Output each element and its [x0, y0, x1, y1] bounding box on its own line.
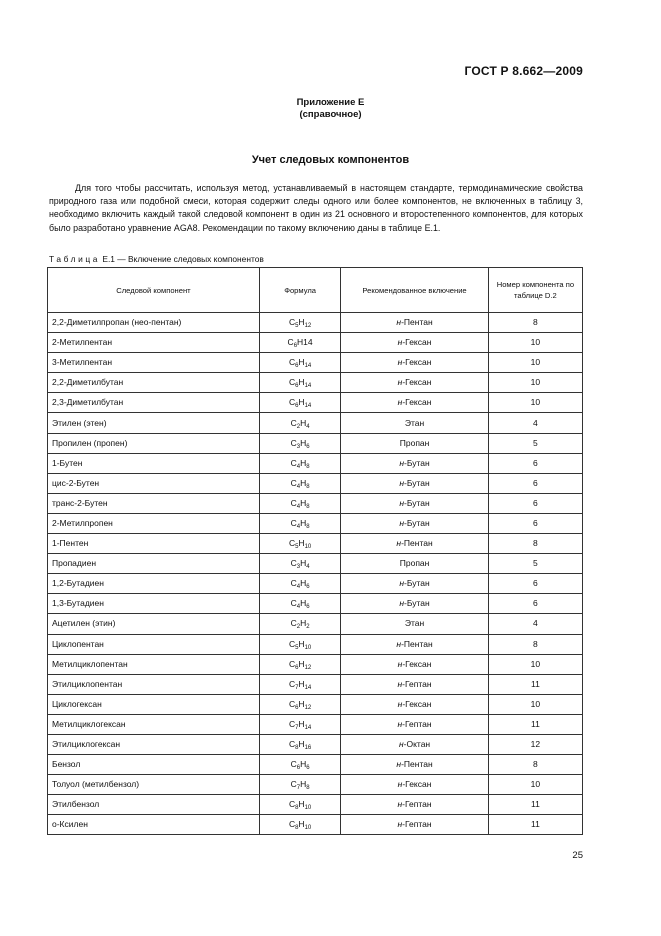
component-number: 5 [488, 433, 582, 453]
formula-element: H [300, 437, 307, 448]
formula-subscript: 6 [295, 403, 299, 410]
formula-element: H [298, 357, 305, 368]
formula-element: C [288, 739, 296, 750]
formula-element: H [298, 658, 305, 669]
component-name: транс-2-Бутен [48, 493, 260, 513]
component-name: Метилциклогексан [48, 714, 260, 734]
recommended-inclusion [341, 373, 488, 393]
formula-element: H [300, 558, 307, 569]
component-name: Этилбензол [48, 795, 260, 815]
formula-subscript: 8 [306, 463, 310, 470]
inclusion-prefix: н [397, 819, 403, 830]
component-formula [259, 353, 340, 373]
formula-element: C [290, 517, 297, 528]
inclusion-prefix: н [399, 578, 405, 589]
formula-subscript: 4 [306, 423, 310, 430]
inclusion-prefix: н [397, 397, 403, 408]
inclusion-name: -Гептан [402, 799, 432, 810]
formula-element: C [290, 578, 297, 589]
formula-element: C [290, 759, 297, 770]
component-number: 11 [488, 815, 582, 835]
formula-element: H [300, 497, 307, 508]
table-caption-text: Е.1 — Включение следовых компонентов [100, 254, 264, 264]
recommended-inclusion [341, 674, 488, 694]
component-number: 10 [488, 353, 582, 373]
component-number: 6 [488, 513, 582, 533]
component-number: 6 [488, 493, 582, 513]
recommended-inclusion [341, 333, 488, 353]
inclusion-prefix: н [399, 517, 405, 528]
component-name: Этилциклогексан [48, 734, 260, 754]
recommended-inclusion [341, 393, 488, 413]
component-number: 4 [488, 614, 582, 634]
inclusion-name: Этан [404, 417, 425, 428]
formula-element: C [290, 598, 297, 609]
page-number: 25 [572, 850, 583, 861]
formula-subscript: 6 [293, 343, 298, 350]
formula-element: H [300, 517, 307, 528]
formula-element: H [300, 417, 307, 428]
section-title: Учет следовых компонентов [251, 154, 410, 166]
formula-element: H [298, 538, 305, 549]
recommended-inclusion [341, 634, 488, 654]
table-row [48, 313, 583, 333]
formula-element: C [290, 779, 297, 790]
formula-subscript: 14 [304, 724, 312, 731]
component-name: Пропилен (пропен) [48, 433, 260, 453]
intro-paragraph: Для того чтобы рассчитать, используя метод, устанавливаемый в настоящем стандарте, термодинамические свойства природного газа или подобной смеси, которая содержит следы одного или более компонентов, не включенных в таблицу 3, необходимо включить каждый такой следовой компонент в один из 21 основного и второстепенного компонентов, для которых было разработано уравнение AGA8. Рекомендации по такому включению даны в таблице Е.1. [49, 183, 583, 233]
formula-element: H [298, 638, 305, 649]
inclusion-name: -Гексан [402, 779, 432, 790]
formula-subscript: 10 [304, 805, 312, 812]
formula-element: C [290, 558, 297, 569]
table-row [48, 694, 583, 714]
component-formula [259, 534, 340, 554]
recommended-inclusion [341, 513, 488, 533]
component-number: 10 [488, 373, 582, 393]
formula-element: H [298, 718, 305, 729]
component-number: 8 [488, 755, 582, 775]
formula-subscript: 2 [306, 624, 310, 631]
formula-element: C [288, 397, 296, 408]
formula-subscript: 6 [296, 765, 301, 772]
formula-subscript: 4 [296, 483, 301, 490]
component-formula [259, 654, 340, 674]
formula-subscript: 6 [295, 383, 299, 390]
component-formula [259, 473, 340, 493]
inclusion-prefix: н [397, 779, 403, 790]
inclusion-prefix: н [397, 337, 403, 348]
formula-element: C [288, 377, 296, 388]
inclusion-name: -Гексан [402, 658, 432, 669]
formula-element: C [288, 718, 296, 729]
recommended-inclusion [341, 453, 488, 473]
inclusion-prefix: н [396, 317, 402, 328]
formula-subscript: 16 [304, 745, 312, 752]
component-name: цис-2-Бутен [48, 473, 260, 493]
inclusion-name: Пропан [399, 437, 430, 448]
standard-id: ГОСТ Р 8.662—2009 [464, 64, 583, 78]
formula-element: C [288, 357, 296, 368]
formula-element: C [288, 799, 296, 810]
component-name: 3-Метилпентан [48, 353, 260, 373]
recommended-inclusion [341, 775, 488, 795]
table-row [48, 654, 583, 674]
table-row [48, 614, 583, 634]
formula-element: H [300, 779, 307, 790]
component-formula [259, 513, 340, 533]
recommended-inclusion [341, 554, 488, 574]
formula-subscript: 10 [304, 644, 312, 651]
formula-subscript: 5 [295, 544, 299, 551]
inclusion-prefix: н [396, 759, 402, 770]
component-name: о-Ксилен [48, 815, 260, 835]
component-name: Этилен (этен) [48, 413, 260, 433]
formula-subscript: 4 [296, 604, 301, 611]
inclusion-name: -Бутан [404, 578, 430, 589]
formula-element: H [300, 598, 307, 609]
formula-element: C [290, 457, 297, 468]
inclusion-prefix: н [397, 357, 403, 368]
inclusion-prefix: н [397, 658, 403, 669]
component-formula [259, 815, 340, 835]
inclusion-prefix: н [398, 739, 404, 750]
recommended-inclusion [341, 815, 488, 835]
component-number: 10 [488, 393, 582, 413]
inclusion-name: -Гексан [402, 377, 432, 388]
inclusion-name: -Бутан [404, 457, 430, 468]
component-formula [259, 614, 340, 634]
formula-element: H [300, 759, 307, 770]
table-row [48, 554, 583, 574]
component-number: 6 [488, 574, 582, 594]
table-row [48, 634, 583, 654]
component-name: 2,2-Диметилпропан (нео-пентан) [48, 313, 260, 333]
inclusion-name: -Гептан [402, 718, 432, 729]
component-number: 6 [488, 473, 582, 493]
inclusion-prefix: н [399, 497, 405, 508]
component-number: 10 [488, 333, 582, 353]
component-formula [259, 755, 340, 775]
formula-element: C [288, 638, 296, 649]
table-row [48, 413, 583, 433]
inclusion-name: -Пентан [401, 538, 433, 549]
table-row [48, 815, 583, 835]
appendix-title: Приложение Е [296, 97, 365, 108]
formula-element: H [298, 397, 305, 408]
header-recommended-inclusion: Рекомендованное включение [341, 268, 488, 313]
table-row [48, 373, 583, 393]
formula-element: C [290, 497, 297, 508]
formula-subscript: 8 [306, 503, 310, 510]
formula-subscript: 8 [295, 805, 299, 812]
inclusion-prefix: н [399, 477, 405, 488]
component-formula [259, 775, 340, 795]
recommended-inclusion [341, 654, 488, 674]
recommended-inclusion [341, 433, 488, 453]
appendix-subtitle: (справочное) [299, 109, 362, 120]
recommended-inclusion [341, 755, 488, 775]
recommended-inclusion [341, 473, 488, 493]
formula-subscript: 7 [295, 684, 299, 691]
inclusion-name: Пропан [399, 558, 430, 569]
component-number: 10 [488, 654, 582, 674]
table-row [48, 353, 583, 373]
formula-subscript: 3 [296, 564, 301, 571]
component-name: Этилциклопентан [48, 674, 260, 694]
formula-subscript: 8 [295, 825, 299, 832]
table-row [48, 433, 583, 453]
formula-element: H [300, 578, 307, 589]
formula-subscript: 14 [304, 403, 312, 410]
table-row [48, 734, 583, 754]
formula-element: H [298, 819, 305, 830]
formula-element: C [290, 618, 297, 629]
inclusion-name: -Бутан [404, 517, 430, 528]
table-body [48, 313, 583, 835]
inclusion-prefix: н [396, 638, 402, 649]
formula-subscript: 6 [306, 443, 310, 450]
inclusion-prefix: н [397, 799, 403, 810]
formula-subscript: 14 [304, 383, 312, 390]
component-number: 12 [488, 734, 582, 754]
component-formula [259, 493, 340, 513]
component-formula [259, 795, 340, 815]
formula-subscript: 4 [296, 523, 301, 530]
table-row [48, 795, 583, 815]
trace-components-table [47, 267, 583, 835]
table-row [48, 393, 583, 413]
component-formula [259, 313, 340, 333]
formula-element: H [300, 477, 307, 488]
formula-element: C [290, 477, 297, 488]
component-formula [259, 554, 340, 574]
formula-element: C [288, 678, 296, 689]
component-formula [259, 373, 340, 393]
formula-subscript: 12 [304, 664, 312, 671]
component-name: 1-Бутен [48, 453, 260, 473]
formula-subscript: 6 [306, 765, 310, 772]
formula-element: C [288, 538, 296, 549]
formula-subscript: 8 [295, 745, 299, 752]
inclusion-name: -Бутан [404, 477, 430, 488]
formula-subscript: 10 [304, 825, 312, 832]
table-row [48, 513, 583, 533]
table-row [48, 775, 583, 795]
header-trace-component: Следовой компонент [48, 268, 260, 313]
component-name: Метилциклопентан [48, 654, 260, 674]
inclusion-name: -Гексан [402, 357, 432, 368]
inclusion-name: -Гексан [402, 397, 432, 408]
component-name: 2-Метилпентан [48, 333, 260, 353]
table-row [48, 714, 583, 734]
recommended-inclusion [341, 493, 488, 513]
component-number: 5 [488, 554, 582, 574]
formula-subscript: 6 [295, 363, 299, 370]
component-formula [259, 714, 340, 734]
inclusion-prefix: н [396, 538, 402, 549]
formula-element: C [290, 437, 297, 448]
formula-subscript: 3 [296, 443, 301, 450]
header-component-number: Номер компонента по таблице D.2 [488, 268, 582, 313]
component-number: 10 [488, 694, 582, 714]
component-name: 2,2-Диметилбутан [48, 373, 260, 393]
component-name: Ацетилен (этин) [48, 614, 260, 634]
recommended-inclusion [341, 614, 488, 634]
formula-element: H [298, 799, 305, 810]
formula-subscript: 6 [306, 604, 310, 611]
inclusion-name: -Бутан [404, 598, 430, 609]
formula-element: H [298, 739, 305, 750]
inclusion-name: -Октан [403, 739, 431, 750]
component-formula [259, 393, 340, 413]
recommended-inclusion [341, 313, 488, 333]
component-number: 11 [488, 674, 582, 694]
table-row [48, 493, 583, 513]
table-caption-word: Таблица [49, 254, 101, 264]
formula-subscript: 6 [295, 704, 299, 711]
formula-subscript: 7 [296, 785, 301, 792]
component-number: 8 [488, 313, 582, 333]
formula-subscript: 12 [304, 323, 312, 330]
inclusion-prefix: н [399, 598, 405, 609]
recommended-inclusion [341, 734, 488, 754]
formula-subscript: 14 [304, 684, 312, 691]
table-row [48, 473, 583, 493]
component-name: Пропадиен [48, 554, 260, 574]
component-number: 11 [488, 714, 582, 734]
formula-subscript: 2 [296, 624, 301, 631]
table-row [48, 755, 583, 775]
formula-element: H [298, 698, 305, 709]
formula-subscript: 6 [306, 584, 310, 591]
component-name: Толуол (метилбензол) [48, 775, 260, 795]
inclusion-name: -Гексан [402, 698, 432, 709]
component-formula [259, 674, 340, 694]
recommended-inclusion [341, 694, 488, 714]
component-number: 6 [488, 594, 582, 614]
appendix-heading [0, 97, 661, 121]
component-formula [259, 594, 340, 614]
recommended-inclusion [341, 795, 488, 815]
component-number: 8 [488, 634, 582, 654]
table-row [48, 574, 583, 594]
recommended-inclusion [341, 594, 488, 614]
formula-element: C [290, 417, 297, 428]
formula-element: H [298, 317, 305, 328]
component-name: Циклогексан [48, 694, 260, 714]
formula-subscript: 5 [295, 644, 299, 651]
inclusion-name: Этан [404, 618, 425, 629]
formula-element: H [298, 377, 305, 388]
inclusion-name: -Бутан [404, 497, 430, 508]
component-formula [259, 634, 340, 654]
component-name: 2,3-Диметилбутан [48, 393, 260, 413]
formula-subscript: 8 [306, 483, 310, 490]
table-row [48, 333, 583, 353]
formula-subscript: 8 [306, 785, 310, 792]
component-number: 4 [488, 413, 582, 433]
table-row [48, 594, 583, 614]
component-formula [259, 574, 340, 594]
component-name: Циклопентан [48, 634, 260, 654]
component-name: 1,3-Бутадиен [48, 594, 260, 614]
component-name: Бензол [48, 755, 260, 775]
inclusion-prefix: н [397, 718, 403, 729]
table-header-row [48, 268, 583, 313]
formula-element: H [300, 457, 307, 468]
inclusion-name: -Пентан [401, 759, 433, 770]
formula-subscript: 4 [306, 564, 310, 571]
formula-subscript: 14 [304, 363, 312, 370]
component-formula [259, 413, 340, 433]
component-formula [259, 694, 340, 714]
header-formula: Формула [259, 268, 340, 313]
formula-element: H14 [297, 337, 313, 348]
inclusion-name: -Гептан [402, 819, 432, 830]
formula-element: C [287, 337, 294, 348]
recommended-inclusion [341, 353, 488, 373]
inclusion-name: -Гептан [402, 678, 432, 689]
formula-subscript: 5 [295, 323, 299, 330]
table-row [48, 674, 583, 694]
component-name: 2-Метилпропен [48, 513, 260, 533]
table-row [48, 534, 583, 554]
recommended-inclusion [341, 534, 488, 554]
component-number: 8 [488, 534, 582, 554]
inclusion-prefix: н [397, 678, 403, 689]
formula-subscript: 7 [295, 724, 299, 731]
formula-subscript: 12 [304, 704, 312, 711]
component-formula [259, 734, 340, 754]
component-name: 1-Пентен [48, 534, 260, 554]
formula-element: H [298, 678, 305, 689]
inclusion-prefix: н [397, 698, 403, 709]
formula-element: C [288, 819, 296, 830]
formula-element: C [288, 317, 296, 328]
component-formula [259, 333, 340, 353]
formula-element: C [288, 698, 296, 709]
recommended-inclusion [341, 574, 488, 594]
formula-subscript: 2 [296, 423, 301, 430]
component-formula [259, 453, 340, 473]
inclusion-name: -Гексан [402, 337, 432, 348]
table-caption [49, 254, 264, 264]
formula-subscript: 8 [306, 523, 310, 530]
recommended-inclusion [341, 413, 488, 433]
formula-subscript: 4 [296, 503, 301, 510]
component-number: 6 [488, 453, 582, 473]
component-number: 11 [488, 795, 582, 815]
formula-subscript: 10 [304, 544, 312, 551]
formula-subscript: 4 [296, 584, 301, 591]
component-number: 10 [488, 775, 582, 795]
component-name: 1,2-Бутадиен [48, 574, 260, 594]
inclusion-prefix: н [397, 377, 403, 388]
inclusion-prefix: н [399, 457, 405, 468]
formula-subscript: 6 [295, 664, 299, 671]
component-formula [259, 433, 340, 453]
inclusion-name: -Пентан [401, 317, 433, 328]
formula-element: C [288, 658, 296, 669]
formula-subscript: 4 [296, 463, 301, 470]
inclusion-name: -Пентан [401, 638, 433, 649]
table-row [48, 453, 583, 473]
formula-element: H [300, 618, 307, 629]
recommended-inclusion [341, 714, 488, 734]
